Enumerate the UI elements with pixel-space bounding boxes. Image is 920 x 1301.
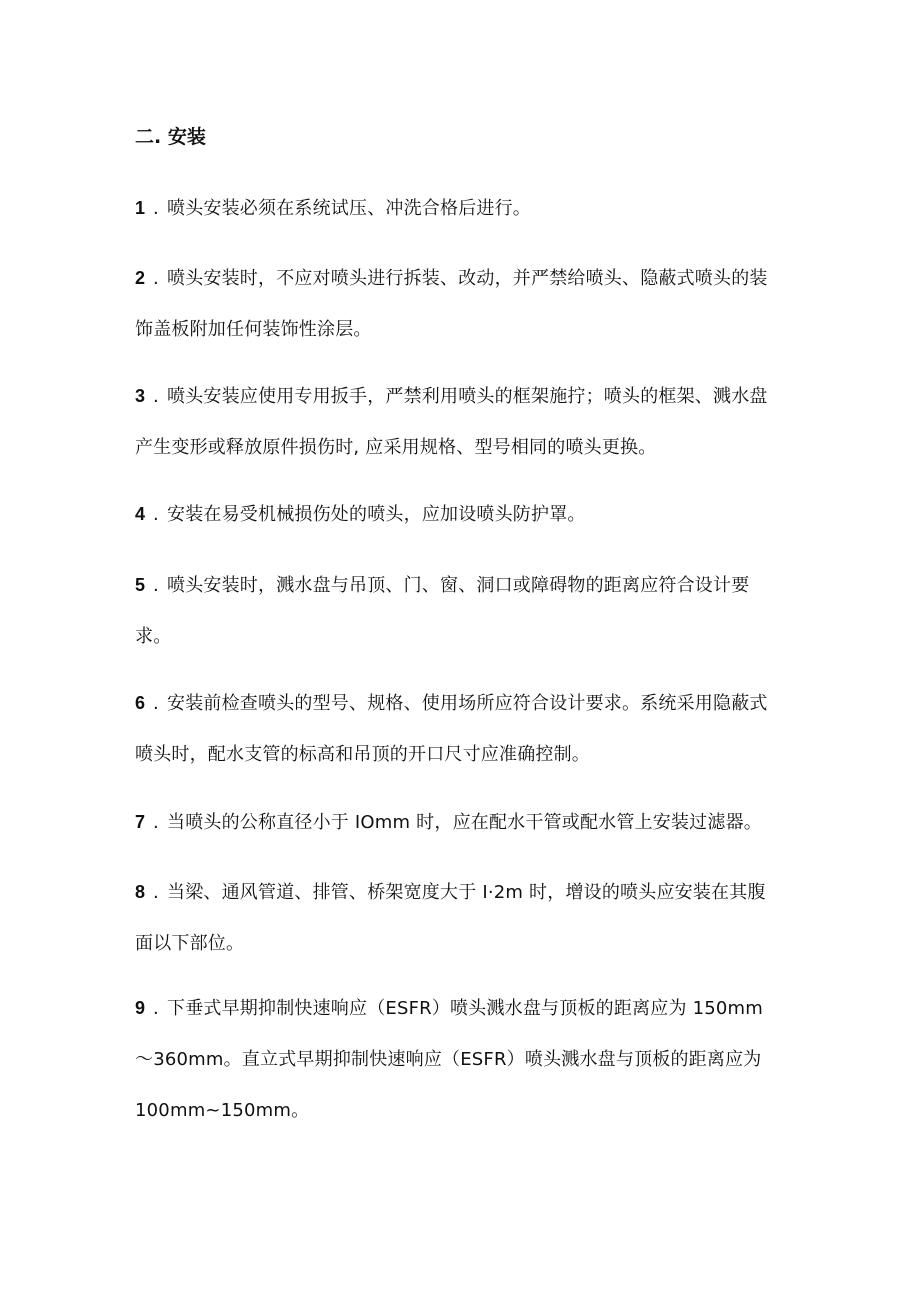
item-separator: . [153, 882, 159, 903]
item-text: 当喷头的公称直径小于 IOmm 时，应在配水干管或配水管上安装过滤器。 [167, 812, 762, 833]
item-number: 4 [135, 504, 146, 524]
item-text: 面以下部位。 [135, 933, 245, 954]
item-separator: . [153, 812, 159, 833]
list-item-line [135, 1085, 795, 1136]
item-number: 1 [135, 198, 146, 218]
section-heading: 二. 安装 [135, 126, 206, 148]
item-text: 喷头安装应使用专用扳手，严禁利用喷头的框架施拧；喷头的框架、溅水盘 [167, 386, 768, 407]
item-text: 喷头时，配水支管的标高和吊顶的开口尺寸应准确控制。 [135, 744, 590, 765]
list-item-line [135, 371, 795, 422]
list-item-8 [135, 867, 795, 969]
item-separator: . [153, 998, 159, 1019]
list-item-line [135, 983, 795, 1034]
list-item-3 [135, 371, 795, 473]
list-item-1 [135, 183, 795, 234]
item-text: 求。 [135, 626, 172, 647]
item-text: 当梁、通风管道、排管、桥架宽度大于 I·2m 时，增设的喷头应安装在其腹 [167, 882, 766, 903]
list-item-line [135, 253, 795, 304]
list-item-line [135, 611, 795, 662]
list-item-line [135, 797, 795, 848]
item-text: 喷头安装必须在系统试压、冲洗合格后进行。 [167, 198, 531, 219]
list-item-4 [135, 489, 795, 540]
item-text: 产生变形或释放原件损伤时, 应采用规格、型号相同的喷头更换。 [135, 437, 657, 458]
item-text: 下垂式早期抑制快速响应（ESFR）喷头溅水盘与顶板的距离应为 150mm [167, 998, 764, 1019]
list-item-line [135, 560, 795, 611]
list-item-6 [135, 678, 795, 780]
item-number: 7 [135, 812, 146, 832]
item-text: 喷头安装时，不应对喷头进行拆装、改动，并严禁给喷头、隐蔽式喷头的装 [167, 268, 768, 289]
item-separator: . [153, 575, 159, 596]
list-item-2 [135, 253, 795, 355]
item-separator: . [153, 386, 159, 407]
item-text: 安装在易受机械损伤处的喷头，应加设喷头防护罩。 [167, 504, 586, 525]
list-item-5 [135, 560, 795, 662]
item-separator: . [153, 198, 159, 219]
item-text: 饰盖板附加任何装饰性涂层。 [135, 319, 372, 340]
list-item-line [135, 304, 795, 355]
item-text: ～360mm。直立式早期抑制快速响应（ESFR）喷头溅水盘与顶板的距离应为 [135, 1049, 762, 1070]
item-number: 5 [135, 575, 146, 595]
list-item-line [135, 1034, 795, 1085]
item-text: 安装前检查喷头的型号、规格、使用场所应符合设计要求。系统采用隐蔽式 [167, 693, 768, 714]
item-text: 100mm~150mm。 [135, 1100, 310, 1121]
list-item-line [135, 422, 795, 473]
list-item-9 [135, 983, 795, 1136]
item-number: 6 [135, 693, 146, 713]
item-number: 3 [135, 386, 146, 406]
list-item-line [135, 678, 795, 729]
list-item-line [135, 867, 795, 918]
list-item-line [135, 729, 795, 780]
item-text: 喷头安装时，溅水盘与吊顶、门、窗、洞口或障碍物的距离应符合设计要 [167, 575, 750, 596]
list-item-7 [135, 797, 795, 848]
list-item-line [135, 183, 795, 234]
item-number: 9 [135, 998, 146, 1018]
item-separator: . [153, 268, 159, 289]
item-separator: . [153, 693, 159, 714]
list-item-line [135, 489, 795, 540]
list-item-line [135, 918, 795, 969]
item-number: 8 [135, 882, 146, 902]
item-number: 2 [135, 268, 146, 288]
item-separator: . [153, 504, 159, 525]
